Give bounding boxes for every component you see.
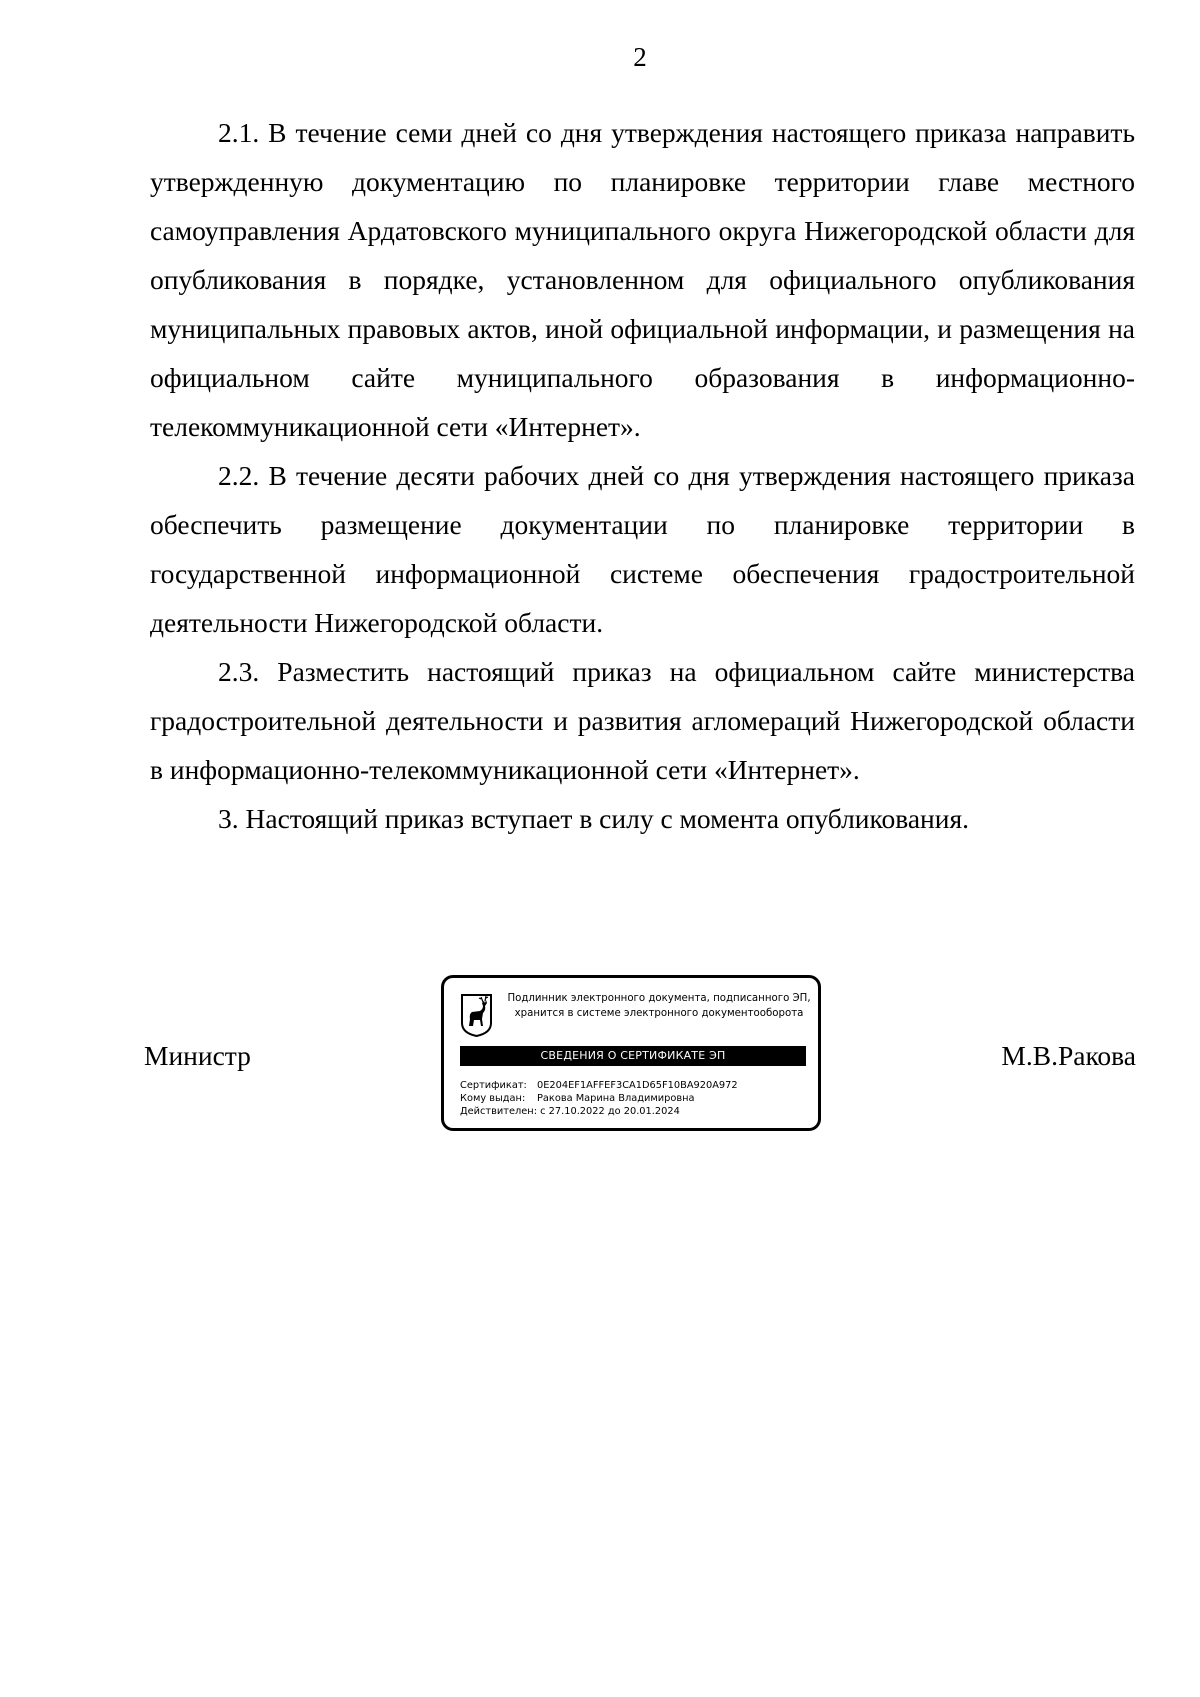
stamp-certificate-bar: СВЕДЕНИЯ О СЕРТИФИКАТЕ ЭП — [460, 1046, 806, 1066]
stamp-cert-row — [460, 1079, 738, 1092]
signatory-name: М.В.Ракова — [1001, 1040, 1136, 1071]
page-number: 2 — [633, 42, 647, 72]
document-body — [150, 108, 1135, 843]
stamp-valid-label: Действителен: — [460, 1106, 538, 1117]
stamp-cert-label: Сертификат: — [460, 1080, 527, 1091]
signatory-title: Министр — [144, 1040, 251, 1071]
paragraph-2-1: 2.1. В течение семи дней со дня утверждения настоящего приказа направить утвержденную документацию по планировке территории главе местного самоуправления Ардатовского муниципального округа Нижегородской области для опубликования в порядке, установленном для официального опубликования муниципальных правовых актов, иной официальной информации, и размещения на официальном сайте муниципального образования в информационно-телекоммуникационной сети «Интернет». — [150, 117, 1135, 442]
stamp-header-line1: Подлинник электронного документа, подписанного ЭП, — [507, 993, 811, 1004]
stamp-valid-row — [460, 1105, 738, 1118]
stamp-issued-row — [460, 1092, 738, 1105]
stamp-issued-label: Кому выдан: — [460, 1093, 526, 1104]
stamp-header-line2: хранится в системе электронного документооборота — [514, 1008, 804, 1019]
stamp-certificate-details — [460, 1079, 738, 1118]
electronic-signature-stamp — [441, 975, 821, 1131]
stamp-cert-value: 0E204EF1AFFEF3CA1D65F10BA920A972 — [537, 1080, 738, 1091]
paragraph-3: 3. Настоящий приказ вступает в силу с момента опубликования. — [218, 803, 970, 834]
nizhny-novgorod-deer-emblem-icon — [460, 993, 493, 1037]
stamp-issued-value: Ракова Марина Владимировна — [537, 1093, 695, 1104]
paragraph-2-2: 2.2. В течение десяти рабочих дней со дня утверждения настоящего приказа обеспечить размещение документации по планировке территории в государственной информационной системе обеспечения градостроительной деятельности Нижегородской области. — [150, 460, 1135, 638]
paragraph-2-3: 2.3. Разместить настоящий приказ на официальном сайте министерства градостроительной деятельности и развития агломераций Нижегородской области в информационно-телекоммуникационной сети «Интернет». — [150, 656, 1135, 785]
stamp-header — [498, 991, 820, 1021]
stamp-valid-value: с 27.10.2022 до 20.01.2024 — [540, 1106, 680, 1117]
